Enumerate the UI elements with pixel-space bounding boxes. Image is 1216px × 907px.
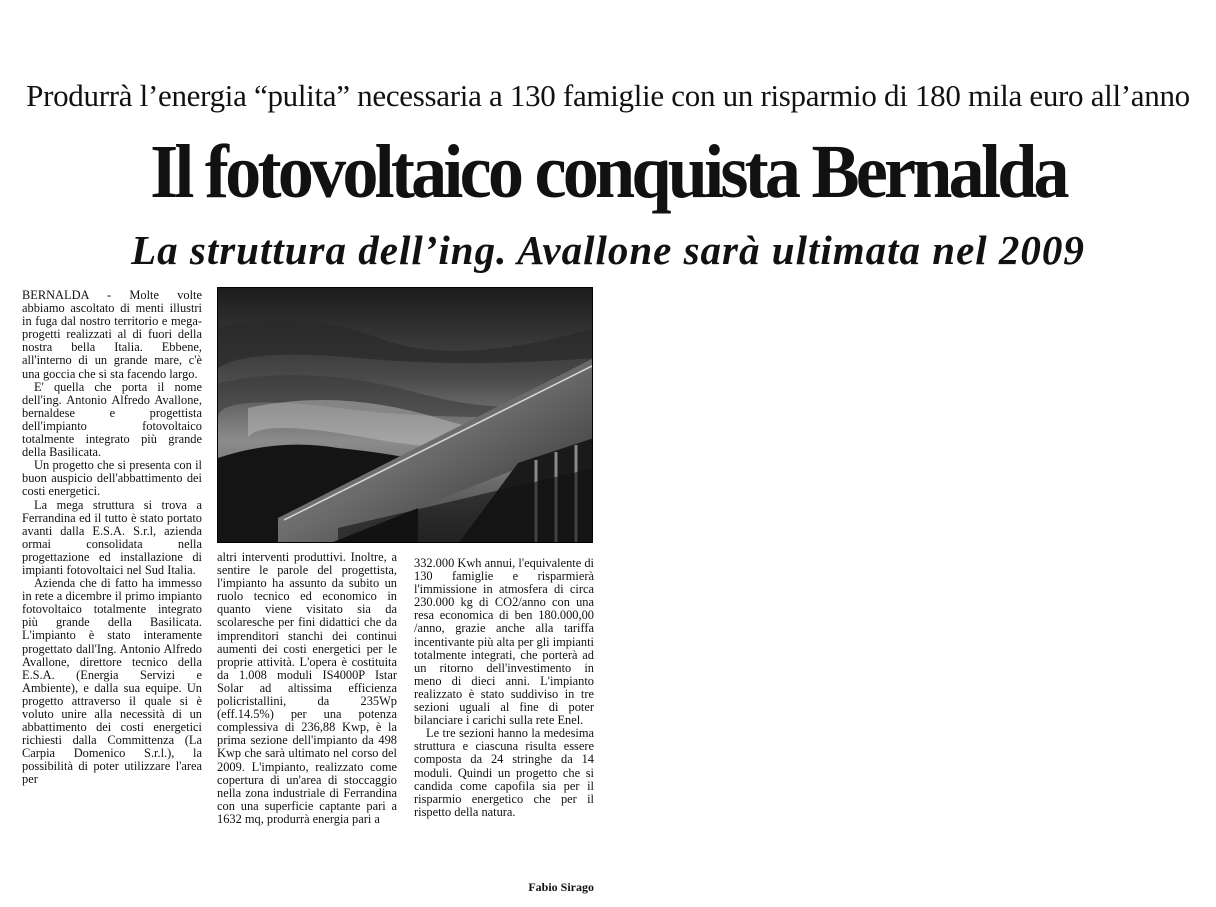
paragraph: 332.000 Kwh annui, l'equivalente di 130 famiglie e risparmierà l'immissione in atmosfera di circa 230.000 kg di CO2/anno con una resa economica di ben 180.000,00 /anno, grazie anche alla tariffa incentivante più alta per gli impianti totalmente integrati, che porterà ad un ritorno dell'investimento in meno di dieci anni. L'impianto realizzato è stato suddiviso in tre sezioni uguali al fine di poter bilanciare i carichi sulla rete Enel.	[414, 556, 594, 728]
paragraph: BERNALDA - Molte volte abbiamo ascoltato di menti illustri in fuga dal nostro territorio e mega-progetti realizzati al di fuori della nostra bella Italia. Ebbene, all'interno di un grande mare, c'è una goccia che si sta facendo largo.	[22, 288, 202, 381]
paragraph: La mega struttura si trova a Ferrandina ed il tutto è stato portato avanti dalla E.S.A. S.r.l, azienda ormai consolidata nella progettazione ed installazione di impianti fotovoltaici nel Sud Italia.	[22, 497, 202, 577]
headline: Il fotovoltaico conquista Bernalda	[150, 130, 1066, 214]
kicker: Produrrà l’energia “pulita” necessaria a 130 famiglie con un risparmio di 180 mila euro all’anno	[26, 78, 1190, 113]
subhead: La struttura dell’ing. Avallone sarà ultimata nel 2009	[131, 227, 1085, 273]
article-column-1	[22, 289, 202, 787]
photo-solar-roof	[217, 287, 593, 543]
photo-image	[218, 288, 593, 543]
paragraph: Le tre sezioni hanno la medesima struttura e ciascuna risulta essere composta da 24 stringhe da 14 moduli. Quindi un progetto che si candida come capofila sia per il risparmio energetico che per il rispetto della natura.	[414, 726, 594, 819]
paragraph: Azienda che di fatto ha immesso in rete a dicembre il primo impianto fotovoltaico totalmente integrato più grande della Basilicata. L'impianto è stato interamente progettato dall'Ing. Antonio Alfredo Avallone, direttore tecnico della E.S.A. (Energia Servizi e Ambiente), e dalla sua equipe. Un progetto attraverso il quale si è voluto unire alla necessità di un abbattimento dei costi energetici richiesti dalla Committenza (La Carpia Domenico S.r.l.), la possibilità di poter utilizzare l'area per	[22, 576, 202, 787]
article-column-3	[414, 557, 594, 819]
paragraph: altri interventi produttivi. Inoltre, a sentire le parole del progettista, l'impianto ha assunto da subito un ruolo tecnico ed economico in quanto viene visitato sia da scolaresche per fini didattici che da imprenditori stanchi dei continui aumenti dei costi energetici per le proprie attività. L'opera è costituita da 1.008 moduli IS4000P Istar Solar ad altissima efficienza policristallini, da 235Wp (eff.14.5%) per una potenza complessiva di 236,88 Kwp, è la prima sezione dell'impianto da 498 Kwp che sarà ultimato nel corso del 2009. L'impianto, realizzato come copertura di un'area di stoccaggio nella zona industriale di Ferrandina con una superficie captante pari a 1632 mq, produrrà energia pari a	[217, 550, 397, 826]
byline: Fabio Sirago	[528, 880, 594, 894]
paragraph: E' quella che porta il nome dell'ing. Antonio Alfredo Avallone, bernaldese e progettista dell'impianto fotovoltaico totalmente integrato più grande della Basilicata.	[22, 379, 202, 460]
article-column-2	[217, 551, 397, 826]
paragraph: Un progetto che si presenta con il buon auspicio dell'abbattimento dei costi energetici.	[22, 458, 202, 499]
